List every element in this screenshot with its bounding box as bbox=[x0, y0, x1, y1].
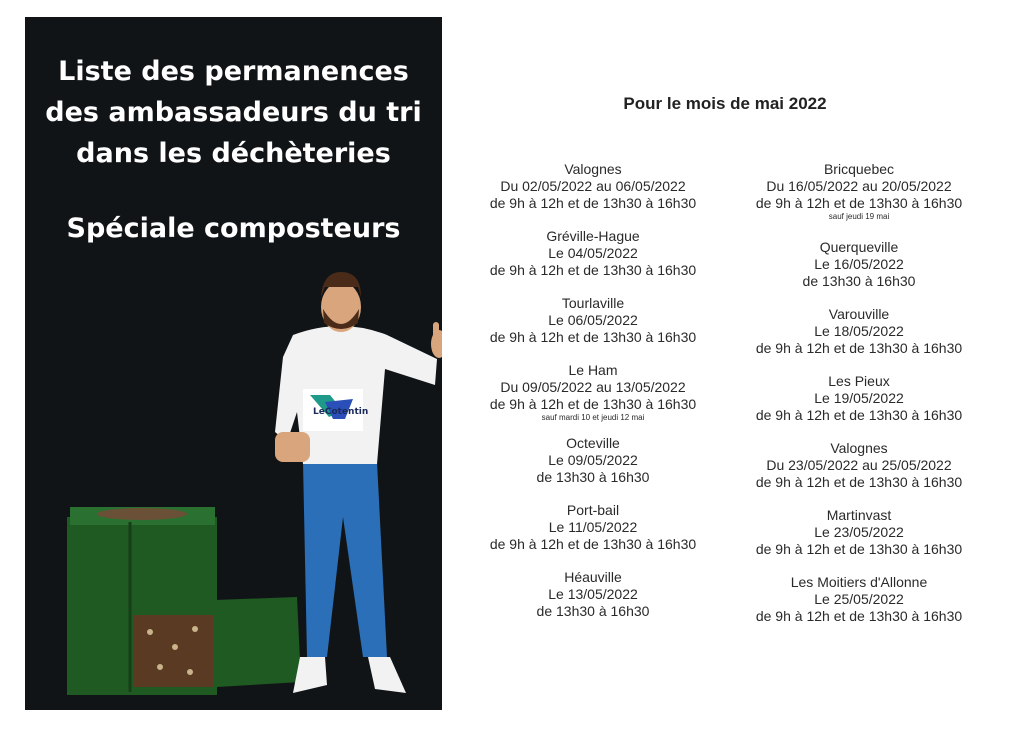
poster-title-line: des ambassadeurs du tri bbox=[45, 97, 422, 128]
poster-title-line: Liste des permanences bbox=[58, 56, 409, 87]
hours: de 9h à 12h et de 13h30 à 16h30 bbox=[489, 396, 697, 412]
date-range: Le 18/05/2022 bbox=[814, 323, 904, 339]
place-name: Valognes bbox=[830, 440, 888, 456]
hours: de 9h à 12h et de 13h30 à 16h30 bbox=[755, 608, 963, 624]
hours: de 13h30 à 16h30 bbox=[536, 603, 650, 619]
hours: de 9h à 12h et de 13h30 à 16h30 bbox=[489, 536, 697, 552]
date-range: Le 13/05/2022 bbox=[548, 586, 638, 602]
place-name: Varouville bbox=[828, 306, 890, 322]
schedule-left-column bbox=[458, 161, 728, 636]
shirt-brand: LeCotentin bbox=[313, 407, 369, 417]
date-range: Le 23/05/2022 bbox=[814, 524, 904, 540]
place-name: Octeville bbox=[566, 435, 620, 451]
list-item bbox=[458, 228, 728, 295]
hours: de 9h à 12h et de 13h30 à 16h30 bbox=[489, 329, 697, 345]
place-name: Querqueville bbox=[819, 239, 899, 255]
list-item bbox=[458, 362, 728, 435]
place-name: Valognes bbox=[564, 161, 622, 177]
list-item bbox=[724, 373, 994, 440]
place-name: Tourlaville bbox=[561, 295, 625, 311]
place-name: Bricquebec bbox=[823, 161, 895, 177]
place-name: Héauville bbox=[564, 569, 622, 585]
list-item bbox=[724, 306, 994, 373]
poster-subtitle: Spéciale composteurs bbox=[66, 213, 401, 244]
hours: de 9h à 12h et de 13h30 à 16h30 bbox=[755, 407, 963, 423]
hours: de 9h à 12h et de 13h30 à 16h30 bbox=[755, 340, 963, 356]
place-name: Les Pieux bbox=[828, 373, 890, 389]
list-item bbox=[724, 161, 994, 239]
date-range: Du 02/05/2022 au 06/05/2022 bbox=[500, 178, 686, 194]
list-item bbox=[724, 507, 994, 574]
place-name: Les Moitiers d'Allonne bbox=[790, 574, 928, 590]
page-title: Pour le mois de mai 2022 bbox=[623, 94, 827, 113]
hours: de 9h à 12h et de 13h30 à 16h30 bbox=[755, 541, 963, 557]
hours: de 13h30 à 16h30 bbox=[536, 469, 650, 485]
schedule-right-column bbox=[724, 161, 994, 641]
hours: de 9h à 12h et de 13h30 à 16h30 bbox=[755, 195, 963, 211]
date-range: Le 11/05/2022 bbox=[548, 519, 638, 535]
poster-title-line: dans les déchèteries bbox=[76, 138, 391, 169]
place-name: Gréville-Hague bbox=[546, 228, 640, 244]
date-range: Le 06/05/2022 bbox=[548, 312, 638, 328]
list-item bbox=[458, 502, 728, 569]
list-item bbox=[724, 440, 994, 507]
date-range: Le 16/05/2022 bbox=[814, 256, 904, 272]
list-item bbox=[458, 435, 728, 502]
place-name: Le Ham bbox=[568, 362, 618, 378]
place-name: Port-bail bbox=[566, 502, 620, 518]
list-item bbox=[458, 295, 728, 362]
list-item bbox=[458, 161, 728, 228]
date-range: Le 09/05/2022 bbox=[548, 452, 638, 468]
date-range: Le 25/05/2022 bbox=[814, 591, 904, 607]
hours: de 13h30 à 16h30 bbox=[802, 273, 916, 289]
poster-panel bbox=[25, 17, 442, 710]
hours: de 9h à 12h et de 13h30 à 16h30 bbox=[755, 474, 963, 490]
date-range: Du 16/05/2022 au 20/05/2022 bbox=[766, 178, 952, 194]
date-range: Le 19/05/2022 bbox=[814, 390, 904, 406]
hours: de 9h à 12h et de 13h30 à 16h30 bbox=[489, 262, 697, 278]
list-item bbox=[724, 574, 994, 641]
date-range: Le 04/05/2022 bbox=[548, 245, 638, 261]
ambassador-figure bbox=[275, 272, 442, 693]
list-item bbox=[724, 239, 994, 306]
date-range: Du 23/05/2022 au 25/05/2022 bbox=[766, 457, 952, 473]
ambassador-compost-illustration bbox=[25, 17, 442, 710]
exception-note: sauf mardi 10 et jeudi 12 mai bbox=[541, 413, 645, 422]
place-name: Martinvast bbox=[826, 507, 892, 523]
exception-note: sauf jeudi 19 mai bbox=[828, 212, 890, 221]
date-range: Du 09/05/2022 au 13/05/2022 bbox=[500, 379, 686, 395]
hours: de 9h à 12h et de 13h30 à 16h30 bbox=[489, 195, 697, 211]
list-item bbox=[458, 569, 728, 636]
compost-bin-icon bbox=[67, 507, 301, 695]
